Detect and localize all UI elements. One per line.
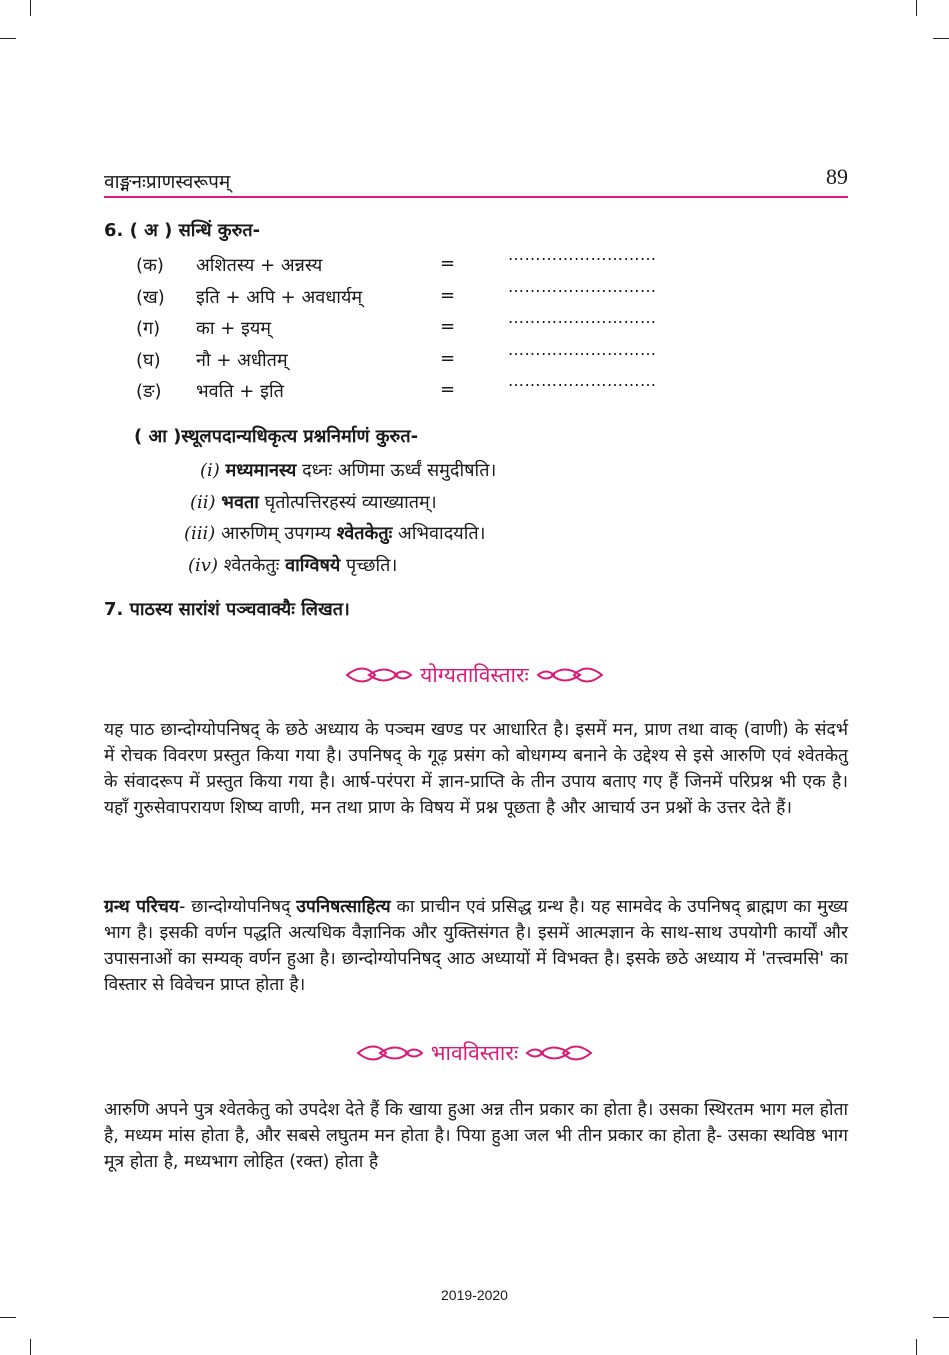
answer-blank: ……………………… xyxy=(508,340,657,359)
item-expression: का + इयम् xyxy=(196,318,272,339)
crop-mark xyxy=(933,1317,949,1318)
bold-word: वाग्विषये xyxy=(285,555,341,576)
item-label: (क) xyxy=(136,255,164,276)
paragraph-granth-parichay xyxy=(104,894,848,998)
answer-blank: ……………………… xyxy=(508,245,657,264)
sentence-rest: घृतोत्पत्तिरहस्यं व्याख्यातम्। xyxy=(258,492,437,513)
crop-mark xyxy=(916,1339,917,1355)
question-7-label: 7. पाठस्य सारांशं पञ्चवाक्यैः लिखत। xyxy=(104,599,350,620)
sentence-number: (iv) xyxy=(188,555,218,576)
item-label: (ग) xyxy=(136,318,161,339)
bold-word: मध्यमानस्य xyxy=(225,460,297,481)
page-header xyxy=(104,164,848,194)
crop-mark xyxy=(30,1339,31,1355)
equals-sign: = xyxy=(440,285,456,306)
equals-sign: = xyxy=(440,316,456,337)
question-sentence xyxy=(190,490,437,514)
bold-word: भवता xyxy=(221,492,259,513)
sentence-number: (i) xyxy=(200,460,220,481)
answer-blank: ……………………… xyxy=(508,308,657,327)
paragraph-text: - छान्दोग्योपनिषद् xyxy=(179,897,297,917)
crop-mark xyxy=(0,1317,16,1318)
section-heading-yogyata xyxy=(0,660,949,700)
question-sentence xyxy=(188,553,397,577)
sentence-rest: दध्नः अणिमा ऊर्ध्वं समुदीषति। xyxy=(296,460,497,481)
paragraph-text: का प्राचीन एवं प्रसिद्ध ग्रन्थ है। यह सामवेद के उपनिषद् ब्राह्मण का मुख्य भाग है। इसकी वर्णन पद्धति अत्यधिक वैज्ञानिक और युक्तिसंगत है। इसमें आत्मज्ञान के साथ-साथ उपयोगी कार्यों और उपासनाओं का सम्यक् वर्णन हुआ है। छान्दोग्योपनिषद् आठ अध्यायों में विभक्त है। इसके छठे अध्याय में 'तत्त्वमसि' का विस्तार से विवेचन प्राप्त होता है। xyxy=(104,897,848,995)
bold-term: उपनिषत्साहित्य xyxy=(296,897,391,917)
bold-word: श्वेतकेतुः xyxy=(336,523,393,544)
section-heading-text: भावविस्तारः xyxy=(430,1041,519,1065)
item-label: (घ) xyxy=(136,350,161,371)
equals-sign: = xyxy=(440,348,456,369)
answer-blank: ……………………… xyxy=(508,371,657,390)
sentence-pre: आरुणिम् उपगम्य xyxy=(215,523,337,544)
ornament-left-icon xyxy=(345,660,415,690)
crop-mark xyxy=(0,38,16,39)
ornament-left-icon xyxy=(356,1038,426,1068)
ornament-right-icon xyxy=(523,1038,593,1068)
page-number: 89 xyxy=(826,164,848,189)
sentence-number: (ii) xyxy=(190,492,216,513)
item-expression: भवति + इति xyxy=(196,381,284,402)
chapter-title: वाङ्मनःप्राणस्वरूपम् xyxy=(104,171,231,193)
question-sentence xyxy=(200,458,496,482)
header-rule xyxy=(104,196,848,198)
item-expression: नौ + अधीतम् xyxy=(196,350,288,371)
sentence-number: (iii) xyxy=(184,523,216,544)
question-6-label: 6. ( अ ) सन्धिं कुरुत- xyxy=(104,220,261,241)
item-label: (ङ) xyxy=(136,381,162,402)
ornament-right-icon xyxy=(534,660,604,690)
footer-year: 2019-2020 xyxy=(441,1287,508,1303)
crop-mark xyxy=(30,0,31,16)
equals-sign: = xyxy=(440,253,456,274)
section-heading-text: योग्यताविस्तारः xyxy=(420,663,529,687)
crop-mark xyxy=(933,38,949,39)
paragraph-intro: यह पाठ छान्दोग्योपनिषद् के छठे अध्याय के पञ्चम खण्ड पर आधारित है। इसमें मन, प्राण तथा वाक् (वाणी) के संदर्भ में रोचक विवरण प्रस्तुत किया गया है। उपनिषद् के गूढ़ प्रसंग को बोधगम्य बनाने के उद्देश्य से इसे आरुणि एवं श्वेतकेतु के संवादरूप में प्रस्तुत किया गया है। आर्ष-परंपरा में ज्ञान-प्राप्ति के तीन उपाय बताए गए हैं जिनमें परिप्रश्न भी एक है। यहाँ गुरुसेवापरायण शिष्य वाणी, मन तथा प्राण के विषय में प्रश्न पूछता है और आचार्य उन प्रश्नों के उत्तर देते हैं। xyxy=(104,720,848,818)
crop-mark xyxy=(916,0,917,16)
equals-sign: = xyxy=(440,379,456,400)
answer-blank: ……………………… xyxy=(508,277,657,296)
paragraph-bhava: आरुणि अपने पुत्र श्वेतकेतु को उपदेश देते हैं कि खाया हुआ अन्न तीन प्रकार का होता है। उसका स्थिरतम भाग मल होता है, मध्यम मांस होता है, और सबसे लघुतम मन होता है। पिया हुआ जल भी तीन प्रकार का होता है- उसका स्थविष्ठ भाग मूत्र होता है, मध्यभाग लोहित (रक्त) होता है xyxy=(104,1100,848,1172)
section-heading-bhava xyxy=(0,1038,949,1078)
item-expression: इति + अपि + अवधार्यम् xyxy=(196,287,363,308)
question-sentence xyxy=(184,521,485,545)
bold-term: ग्रन्थ परिचय xyxy=(104,897,180,917)
item-label: (ख) xyxy=(136,287,165,308)
sentence-rest: अभिवादयति। xyxy=(392,523,486,544)
sentence-rest: पृच्छति। xyxy=(340,555,398,576)
question-6b-label: ( आ )स्थूलपदान्यधिकृत्य प्रश्ननिर्माणं कुरुत- xyxy=(134,426,419,447)
sentence-pre: श्वेतकेतुः xyxy=(217,555,286,576)
item-expression: अशितस्य + अन्नस्य xyxy=(196,255,323,276)
